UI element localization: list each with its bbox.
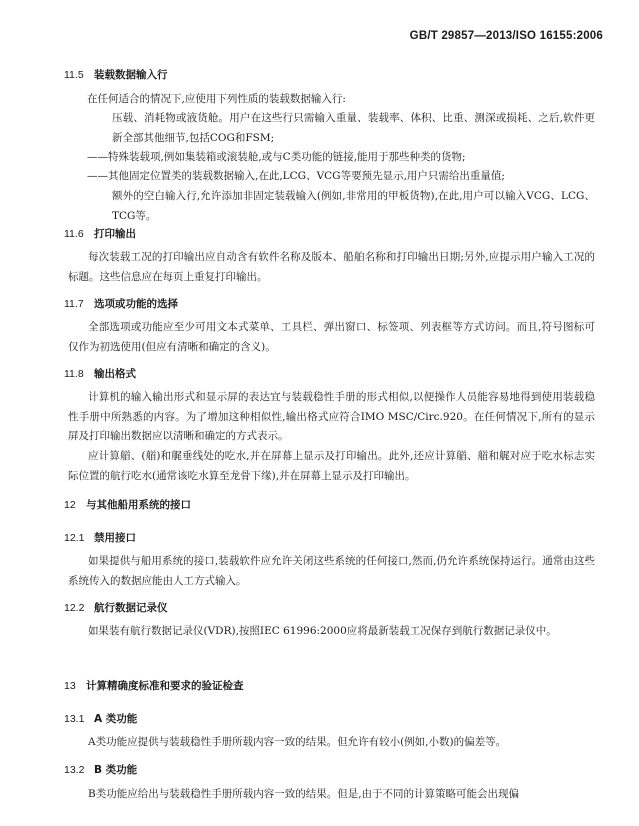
list-item: ——其他固定位置类的装载数据输入,在此,LCG、VCG等要预先显示,用户只需给出重量值; [87,170,505,182]
section-title: 计算精确度标准和要求的验证检查 [86,680,244,692]
paragraph: B类功能应给出与装载稳性手册所载内容一致的结果。但是,由于不同的计算策略可能会出现偏 [88,788,520,800]
section-number: 11.6 [64,228,84,240]
section-number: 13 [64,680,76,692]
paragraph: 在任何适合的情况下,应使用下列性质的装载数据输入行: [87,93,346,105]
section-heading-11-6 [64,226,136,241]
section-number: 12 [64,499,76,511]
standard-number-header: GB/T 29857—2013/ISO 16155:2006 [409,30,603,42]
paragraph: 全部选项或功能应至少可用文本式菜单、工具栏、弹出窗口、标签项、列表框等方式访问。而且,符号图标可仅作为初选使用(但应有清晰和确定的含义)。 [68,321,595,353]
list-item: ——特殊装载项,例如集装箱或滚装舱,或与C类功能的链接,能用于那些种类的货物; [87,151,466,163]
section-heading-12 [64,497,191,512]
section-number: 13.1 [64,713,85,725]
section-heading-11-7 [64,296,178,311]
section-number: 11.8 [64,368,84,380]
section-number: 12.1 [64,532,85,544]
section-title: 禁用接口 [94,532,136,544]
list-item: 额外的空白输入行,允许添加非固定装载输入(例如,非常用的甲板货物),在此,用户可以输入VCG、LCG、TCG等。 [112,190,595,222]
paragraph: 应计算艏、(艏)和艉垂线处的吃水,并在屏幕上显示及打印输出。此外,还应计算艏、艏和艉对应于吃水标志实际位置的航行吃水(通常该吃水算至龙骨下缘),并在屏幕上显示及打印输出。 [68,450,595,482]
section-heading-12-1 [64,530,136,545]
section-title: 航行数据记录仪 [94,602,168,614]
section-title: 选项或功能的选择 [94,298,178,310]
section-title: B 类功能 [94,764,138,776]
section-heading-11-5 [64,67,168,82]
list-item: 压载、消耗物或液货舱。用户在这些行只需输入重量、装载率、体积、比重、测深或损耗、之后,软件更新全部其他细节,包括COG和FSM; [112,112,595,144]
paragraph: A类功能应提供与装载稳性手册所载内容一致的结果。但允许有较小(例如,小数)的偏差等。 [88,736,507,748]
section-title: 与其他船用系统的接口 [86,499,191,511]
section-number: 13.2 [64,764,85,776]
section-number: 11.5 [64,69,84,81]
section-heading-13-1 [64,711,137,726]
section-number: 11.7 [64,298,84,310]
paragraph: 如果提供与船用系统的接口,装载软件应允许关闭这些系统的任何接口,然而,仍允许系统保持运行。通常由这些系统传入的数据应能由人工方式输入。 [68,555,595,587]
section-title: 输出格式 [94,368,136,380]
section-number: 12.2 [64,602,85,614]
section-heading-13 [64,678,244,693]
paragraph: 如果装有航行数据记录仪(VDR),按照IEC 61996:2000应将最新装载工况保存到航行数据记录仪中。 [88,625,557,637]
paragraph: 每次装载工况的打印输出应自动含有软件名称及版本、船舶名称和打印输出日期;另外,应提示用户输入工况的标题。这些信息应在每页上重复打印输出。 [68,251,595,283]
section-heading-13-2 [64,762,137,777]
section-title: A 类功能 [94,713,138,725]
section-title: 装载数据输入行 [94,69,168,81]
section-heading-12-2 [64,600,168,615]
paragraph: 计算机的输入输出形式和显示屏的表达宜与装载稳性手册的形式相似,以便操作人员能容易地得到使用装载稳性手册中所熟悉的内容。为了增加这种相似性,输出格式应符合IMO MSC/Circ.920。在任何情况下,所有的显示屏及打印输出数据应以清晰和确定的方式表示。 [68,391,595,442]
section-heading-11-8 [64,366,136,381]
section-title: 打印输出 [94,228,136,240]
